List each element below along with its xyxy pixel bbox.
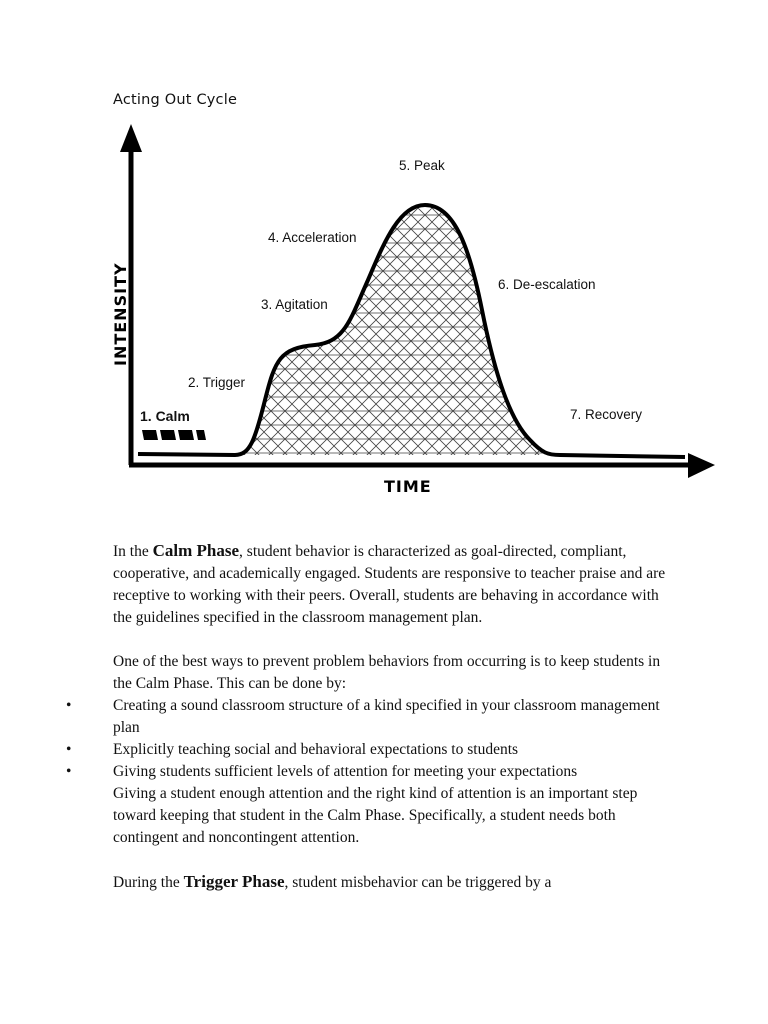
phase-label-de-escalation: 6. De-escalation <box>498 277 596 292</box>
calm-wavy-marks <box>142 430 206 440</box>
bullet-marker: • <box>66 763 72 780</box>
phase-label-peak: 5. Peak <box>399 158 445 173</box>
phase-label-calm: 1. Calm <box>140 408 190 424</box>
bullet-marker: • <box>66 741 72 758</box>
list-item <box>66 695 673 739</box>
prevention-list <box>66 695 673 783</box>
paragraph-calm-phase <box>113 540 673 629</box>
paragraph-lead: During the <box>113 874 184 891</box>
list-item-text: Giving students sufficient levels of attention for meeting your expectations <box>113 763 578 780</box>
y-axis-arrow <box>120 124 142 152</box>
paragraph-lead: In the <box>113 543 153 560</box>
x-axis-arrow <box>688 453 715 478</box>
x-axis-label: TIME <box>384 477 432 496</box>
paragraph-rest: , student misbehavior can be triggered by a <box>284 874 552 891</box>
calm-phase-term: Calm Phase <box>152 541 240 560</box>
list-item <box>66 761 673 783</box>
phase-label-acceleration: 4. Acceleration <box>268 230 357 245</box>
y-axis-label: INTENSITY <box>111 262 130 366</box>
phase-label-agitation: 3. Agitation <box>261 297 328 312</box>
phase-label-recovery: 7. Recovery <box>570 407 643 422</box>
paragraph-attention: Giving a student enough attention and the right kind of attention is an important step toward keeping that student in the Calm Phase. Specifically, a student needs both contingent and noncontingent attention. <box>113 785 638 846</box>
bullet-marker: • <box>66 697 72 714</box>
phase-label-trigger: 2. Trigger <box>188 375 246 390</box>
list-item <box>66 739 673 761</box>
trigger-phase-term: Trigger Phase <box>183 872 285 891</box>
paragraph-trigger-phase <box>113 871 673 894</box>
acting-out-cycle-diagram <box>110 110 720 500</box>
paragraph-rest: , student behavior is characterized as goal-directed, compliant, cooperative, and academically engaged. Students are responsive to teacher praise and are receptive to working with their peers. Overall, students are behaving in accordance with the guidelines specified in the classroom management plan. <box>113 543 666 626</box>
paragraph-prevention: One of the best ways to prevent problem behaviors from occurring is to keep students in the Calm Phase. This can be done by: <box>113 653 661 692</box>
body-text <box>66 540 673 916</box>
list-item-text: Explicitly teaching social and behavioral expectations to students <box>113 741 519 758</box>
figure-title: Acting Out Cycle <box>113 92 238 108</box>
list-item-text: Creating a sound classroom structure of a kind specified in your classroom management plan <box>113 697 660 736</box>
